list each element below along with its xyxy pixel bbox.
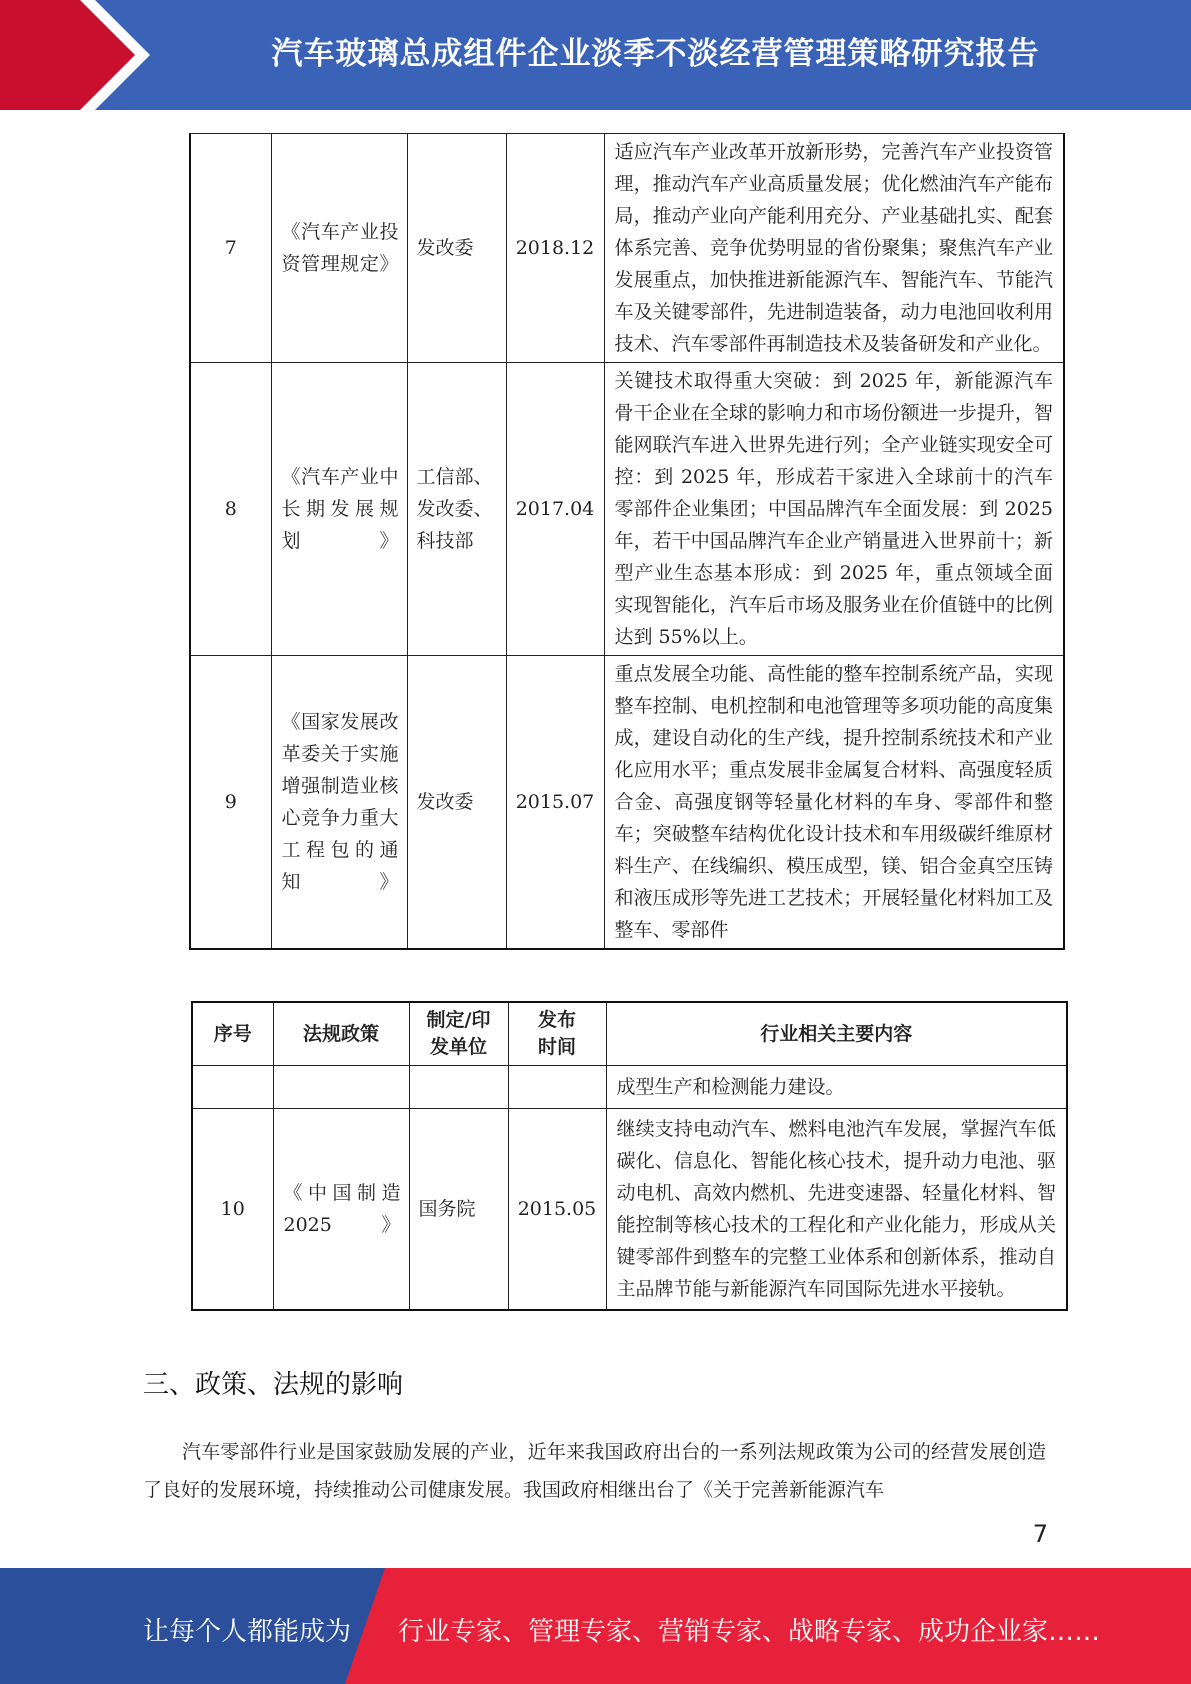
chevron-logo-icon [0, 0, 150, 110]
policy-table [191, 1001, 1068, 1311]
table-row [192, 1066, 1067, 1109]
policy-content: 关键技术取得重大突破：到 2025 年，新能源汽车骨干企业在全球的影响力和市场份额进一步提升，智能网联汽车进入世界先进行列；全产业链实现安全可控：到 2025 年，形成若干家进入全球前十的汽车零部件企业集团；中国品牌汽车全面发展：到 2025 年，若干中国品牌汽车企业产销量进入世界前十；新型产业生态基本形成：到 2025 年，重点领域全面实现智能化，汽车后市场及服务业在价值链中的比例达到 55%以上。 [604, 363, 1064, 656]
header-policy: 法规政策 [273, 1002, 409, 1066]
policy-content: 适应汽车产业改革开放新形势，完善汽车产业投资管理，推动汽车产业高质量发展；优化燃油汽车产能布局，推动产业向产能利用充分、产业基础扎实、配套体系完善、竞争优势明显的省份聚集；聚焦汽车产业发展重点，加快推进新能源汽车、智能汽车、节能汽车及关键零部件，先进制造装备，动力电池回收利用技术、汽车零部件再制造技术及装备研发和产业化。 [604, 134, 1064, 363]
policy-name: 《汽车产业投资管理规定》 [271, 134, 407, 363]
footer-banner [0, 1568, 1191, 1684]
header-content: 行业相关主要内容 [606, 1002, 1067, 1066]
section-heading: 三、政策、法规的影响 [143, 1370, 404, 1400]
row-number: 10 [192, 1109, 273, 1311]
issuing-unit: 工信部、发改委、科技部 [407, 363, 506, 656]
issue-date: 2017.04 [506, 363, 604, 656]
header-date: 发布时间 [508, 1002, 606, 1066]
issue-date: 2018.12 [506, 134, 604, 363]
header-banner [0, 0, 1191, 110]
table-row [190, 134, 1064, 363]
header-no: 序号 [192, 1002, 273, 1066]
issuing-unit: 发改委 [407, 656, 506, 950]
issuing-unit: 国务院 [409, 1109, 508, 1311]
row-number: 7 [190, 134, 271, 363]
body-paragraph: 汽车零部件行业是国家鼓励发展的产业，近年来我国政府出台的一系列法规政策为公司的经营发展创造了良好的发展环境，持续推动公司健康发展。我国政府相继出台了《关于完善新能源汽车 [143, 1441, 1046, 1501]
policy-name: 《汽车产业中长期发展规划》 [271, 363, 407, 656]
policy-name: 《中国制造2025》 [273, 1109, 409, 1311]
table-row [190, 363, 1064, 656]
policy-name: 《国家发展改革委关于实施增强制造业核心竞争力重大工程包的通知》 [271, 656, 407, 950]
policy-content: 成型生产和检测能力建设。 [606, 1066, 1067, 1109]
table-header-row [192, 1002, 1067, 1066]
page-number: 7 [1032, 1520, 1048, 1548]
policy-table-continued [189, 133, 1065, 950]
row-number: 9 [190, 656, 271, 950]
table-row [192, 1109, 1067, 1311]
report-title: 汽车玻璃总成组件企业淡季不淡经营管理策略研究报告 [271, 36, 1040, 72]
policy-content: 重点发展全功能、高性能的整车控制系统产品，实现整车控制、电机控制和电池管理等多项功能的高度集成，建设自动化的生产线，提升控制系统技术和产业化应用水平；重点发展非金属复合材料、高强度轻质合金、高强度钢等轻量化材料的车身、零部件和整车；突破整车结构优化设计技术和车用级碳纤维原材料生产、在线编织、模压成型，镁、铝合金真空压铸和液压成形等先进工艺技术；开展轻量化材料加工及整车、零部件 [604, 656, 1064, 950]
issue-date: 2015.07 [506, 656, 604, 950]
issuing-unit: 发改委 [407, 134, 506, 363]
header-unit: 制定/印发单位 [409, 1002, 508, 1066]
table-row [190, 656, 1064, 950]
footer-slogan-right: 行业专家、管理专家、营销专家、战略专家、成功企业家…… [398, 1617, 1101, 1647]
row-number: 8 [190, 363, 271, 656]
issue-date: 2015.05 [508, 1109, 606, 1311]
footer-slogan-left: 让每个人都能成为 [143, 1617, 352, 1647]
policy-content: 继续支持电动汽车、燃料电池汽车发展，掌握汽车低碳化、信息化、智能化核心技术，提升动力电池、驱动电机、高效内燃机、先进变速器、轻量化材料、智能控制等核心技术的工程化和产业化能力，形成从关键零部件到整车的完整工业体系和创新体系，推动自主品牌节能与新能源汽车同国际先进水平接轨。 [606, 1109, 1067, 1311]
